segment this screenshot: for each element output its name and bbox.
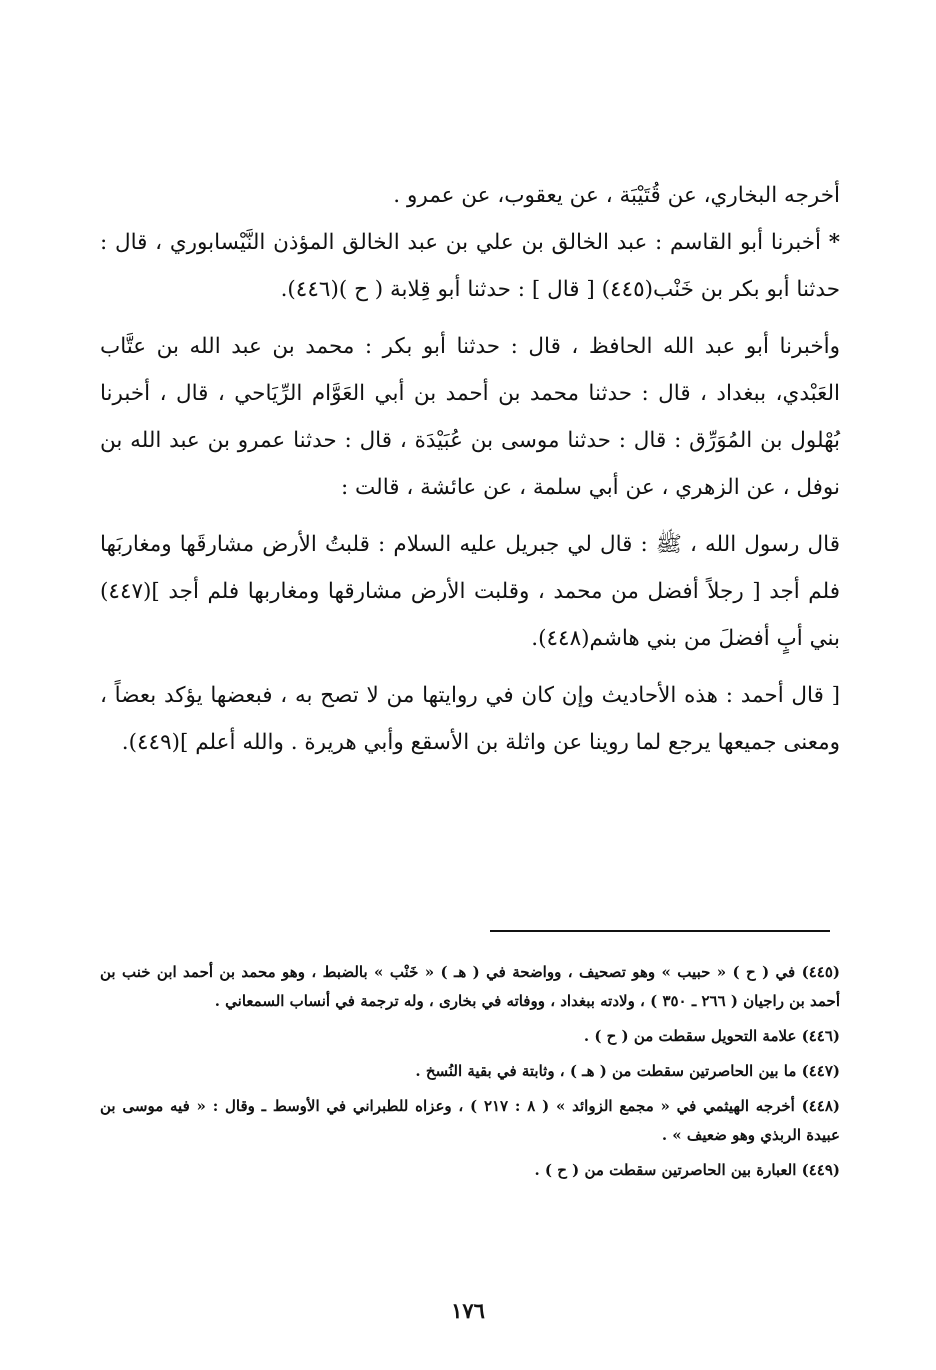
paragraph-5: [ قال أحمد : هذه الأحاديث وإن كان في روايتها من لا تصح به ، فبعضها يؤكد بعضاً ، ومعنى جميعها يرجع لما روينا عن واثلة بن الأسقع وأبي هريرة . والله أعلم ](٤٤٩). — [100, 683, 840, 755]
footnote-447: (٤٤٧) ما بين الحاصرتين سقطت من ( هـ ) ، وثابتة في بقية النُسخ . — [415, 1062, 840, 1080]
paragraph-2 — [100, 219, 840, 313]
footnote-448: (٤٤٨) أخرجه الهيثمي في « مجمع الزوائد » ( ٨ : ٢١٧ ) ، وعزاه للطبراني في الأوسط ـ وقال : « فيه موسى بن عبيدة الربذي وهو ضعيف » . — [100, 1097, 840, 1144]
paragraph-4: قال رسول الله ، ﷺ : قال لي جبريل عليه السلام : قلبتُ الأرض مشارقَها ومغاربَها فلم أجد [ رجلاً أفضل من محمد ، وقلبت الأرض مشارقها ومغاربها فلم أجد ](٤٤٧) بني أبٍ أفضلَ من بني هاشم(٤٤٨). — [100, 532, 840, 651]
main-text-body — [100, 172, 840, 766]
footnote-divider — [490, 930, 830, 932]
footnote-445: (٤٤٥) في ( ح ) « حبيب » وهو تصحيف ، وواضحة في ( هـ ) « خَنْب » بالضبط ، وهو محمد بن أحمد ابن خنب بن أحمد بن راجيان ( ٢٦٦ ـ ٣٥٠ ) ، ولادته ببغداد ، ووفاته في بخارى ، وله ترجمة في أنساب السمعاني . — [100, 963, 840, 1010]
footnote-449: (٤٤٩) العبارة بين الحاصرتين سقطت من ( ح ) . — [534, 1161, 840, 1179]
paragraph-1: أخرجه البخاري، عن قُتَيْبَة ، عن يعقوب، عن عمرو . — [393, 183, 840, 208]
asterisk-marker: * — [828, 230, 840, 255]
footnote-446: (٤٤٦) علامة التحويل سقطت من ( ح ) . — [583, 1027, 840, 1045]
page-number: ١٧٦ — [451, 1298, 485, 1323]
paragraph-2-text: أخبرنا أبو القاسم : عبد الخالق بن علي بن عبد الخالق المؤذن النَّيْسابوري ، قال : حدثنا أبو بكر بن خَنْب(٤٤٥) [ قال ] : حدثنا أبو قِلابة ( ح )(٤٤٦). — [100, 230, 840, 302]
footnotes-section — [100, 958, 840, 1191]
paragraph-3: وأخبرنا أبو عبد الله الحافظ ، قال : حدثنا أبو بكر : محمد بن عبد الله بن عتَّاب العَبْدي، ببغداد ، قال : حدثنا محمد بن أحمد بن أبي العَوَّام الرِّيَاحي ، قال ، أخبرنا بُهْلول بن المُوَرِّق : قال : حدثنا موسى بن عُبَيْدَة ، قال : حدثنا عمرو بن عبد الله بن نوفل ، عن الزهري ، عن أبي سلمة ، عن عائشة ، قالت : — [100, 334, 840, 500]
